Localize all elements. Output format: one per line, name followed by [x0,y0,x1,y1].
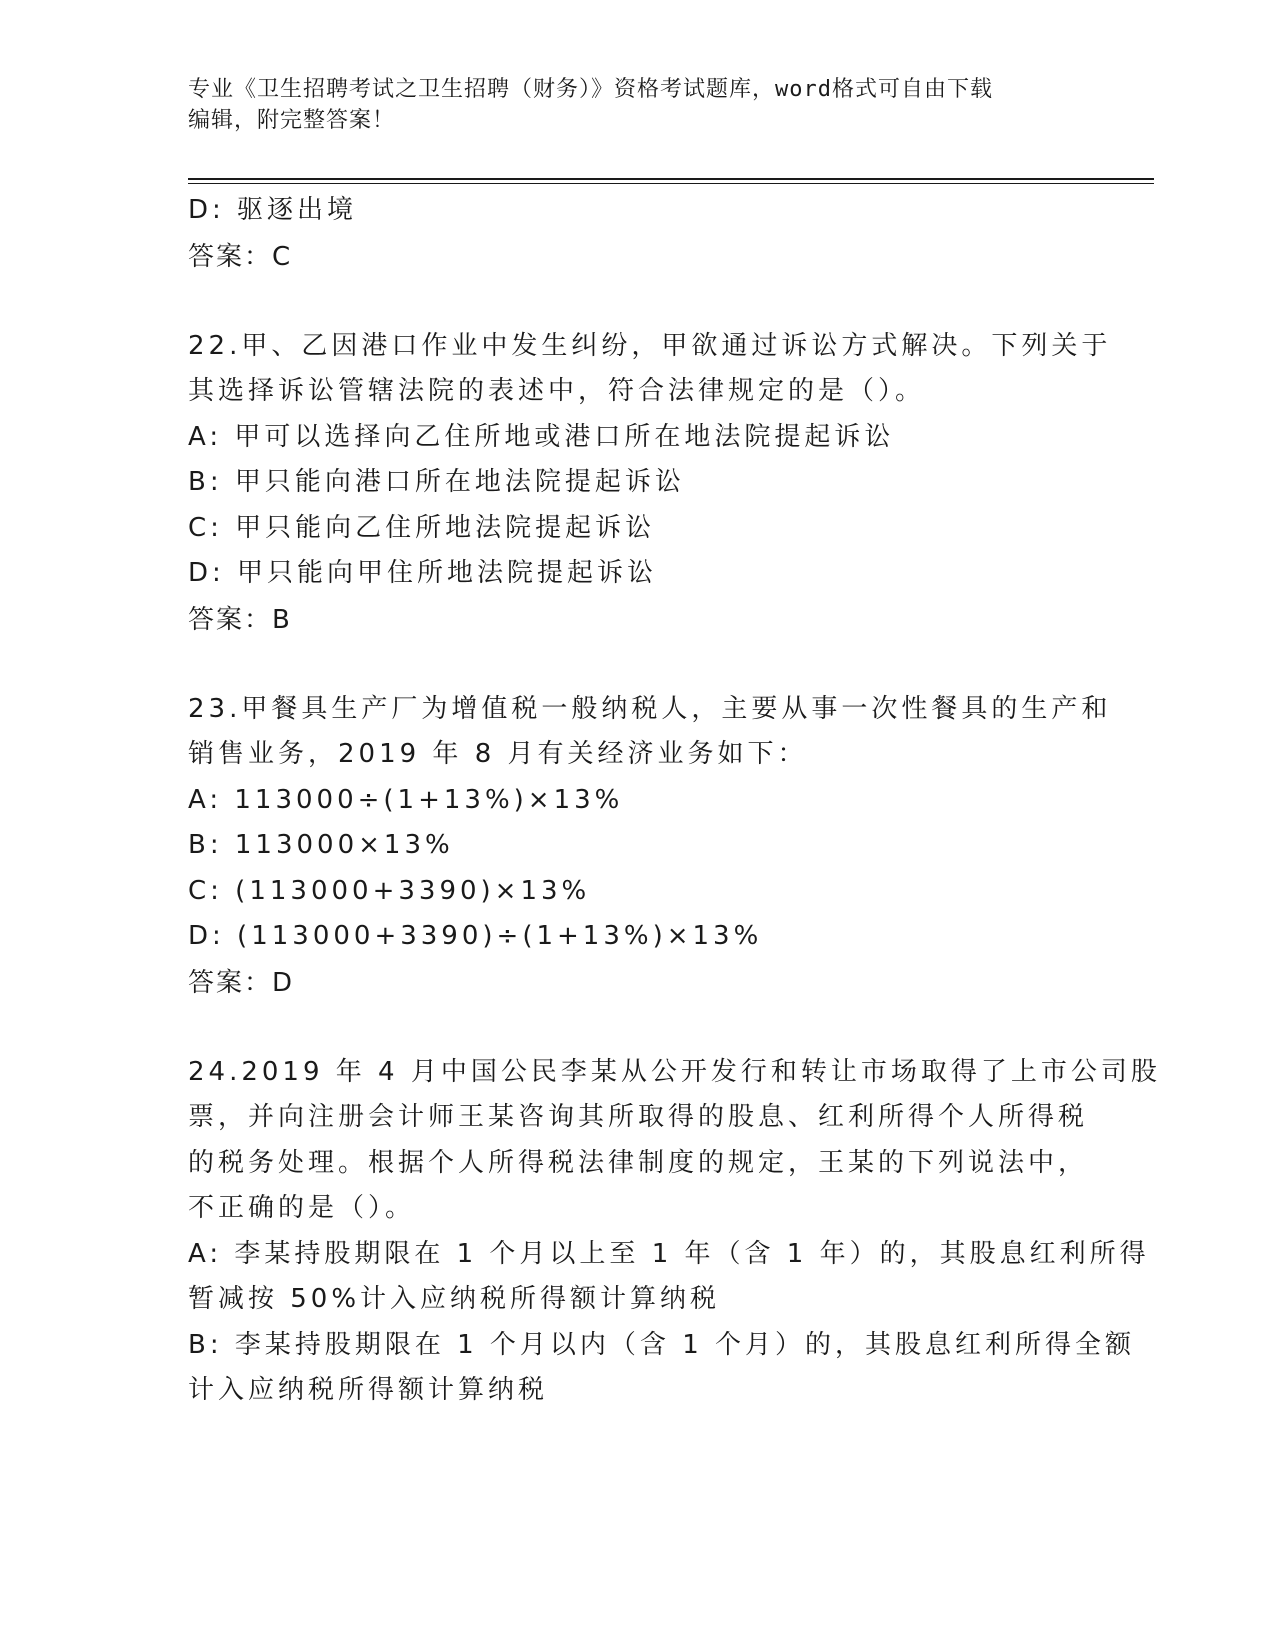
question-block-22 [188,324,1112,643]
question-stem: 24.2019 年 4 月中国公民李某从公开发行和转让市场取得了上市公司股 [188,1056,1161,1087]
header-line-2: 编辑，附完整答案！ [188,108,396,133]
header-divider-thin [188,183,1154,184]
option-b: B: 甲只能向港口所在地法院提起诉讼 [188,467,685,497]
option-d: D: (113000+3390)÷(1+13%)×13% [188,921,763,951]
question-block-23 [188,687,1112,1006]
question-stem: 22.甲、乙因港口作业中发生纠纷，甲欲通过诉讼方式解决。下列关于 [188,330,1112,361]
option-a-continued: 暂减按 50%计入应纳税所得额计算纳税 [188,1284,721,1314]
option-a: A: 甲可以选择向乙住所地或港口所在地法院提起诉讼 [188,421,895,452]
answer-line: 答案：C [188,241,293,272]
question-stem: 其选择诉讼管辖法院的表述中，符合法律规定的是（）。 [188,376,926,406]
option-a: A: 李某持股期限在 1 个月以上至 1 年（含 1 年）的，其股息红利所得 [188,1238,1150,1269]
document-body [188,188,1161,1414]
option-d: D: 驱逐出境 [188,195,358,225]
document-header [188,74,1088,136]
option-b: B: 113000×13% [188,830,454,860]
answer-line: 答案：B [188,604,292,635]
question-block-24 [188,1050,1161,1414]
option-b: B: 李某持股期限在 1 个月以内（含 1 个月）的，其股息红利所得全额 [188,1329,1136,1360]
header-divider-thick [188,178,1154,180]
option-b-continued: 计入应纳税所得额计算纳税 [188,1375,549,1405]
question-stem: 销售业务，2019 年 8 月有关经济业务如下： [188,739,808,769]
question-stem: 23.甲餐具生产厂为增值税一般纳税人，主要从事一次性餐具的生产和 [188,693,1112,724]
option-c: C: 甲只能向乙住所地法院提起诉讼 [188,512,656,543]
option-a: A: 113000÷(1+13%)×13% [188,784,624,815]
answer-line: 答案：D [188,967,295,998]
question-stem: 的税务处理。根据个人所得税法律制度的规定，王某的下列说法中， [188,1147,1089,1178]
question-stem: 不正确的是（）。 [188,1193,416,1223]
option-c: C: (113000+3390)×13% [188,875,591,906]
question-block-21-tail [188,188,1088,280]
question-stem: 票，并向注册会计师王某咨询其所取得的股息、红利所得个人所得税 [188,1102,1089,1132]
header-line-1: 专业《卫生招聘考试之卫生招聘（财务）》资格考试题库，word格式可自由下载 [188,77,993,102]
option-d: D: 甲只能向甲住所地法院提起诉讼 [188,558,658,588]
